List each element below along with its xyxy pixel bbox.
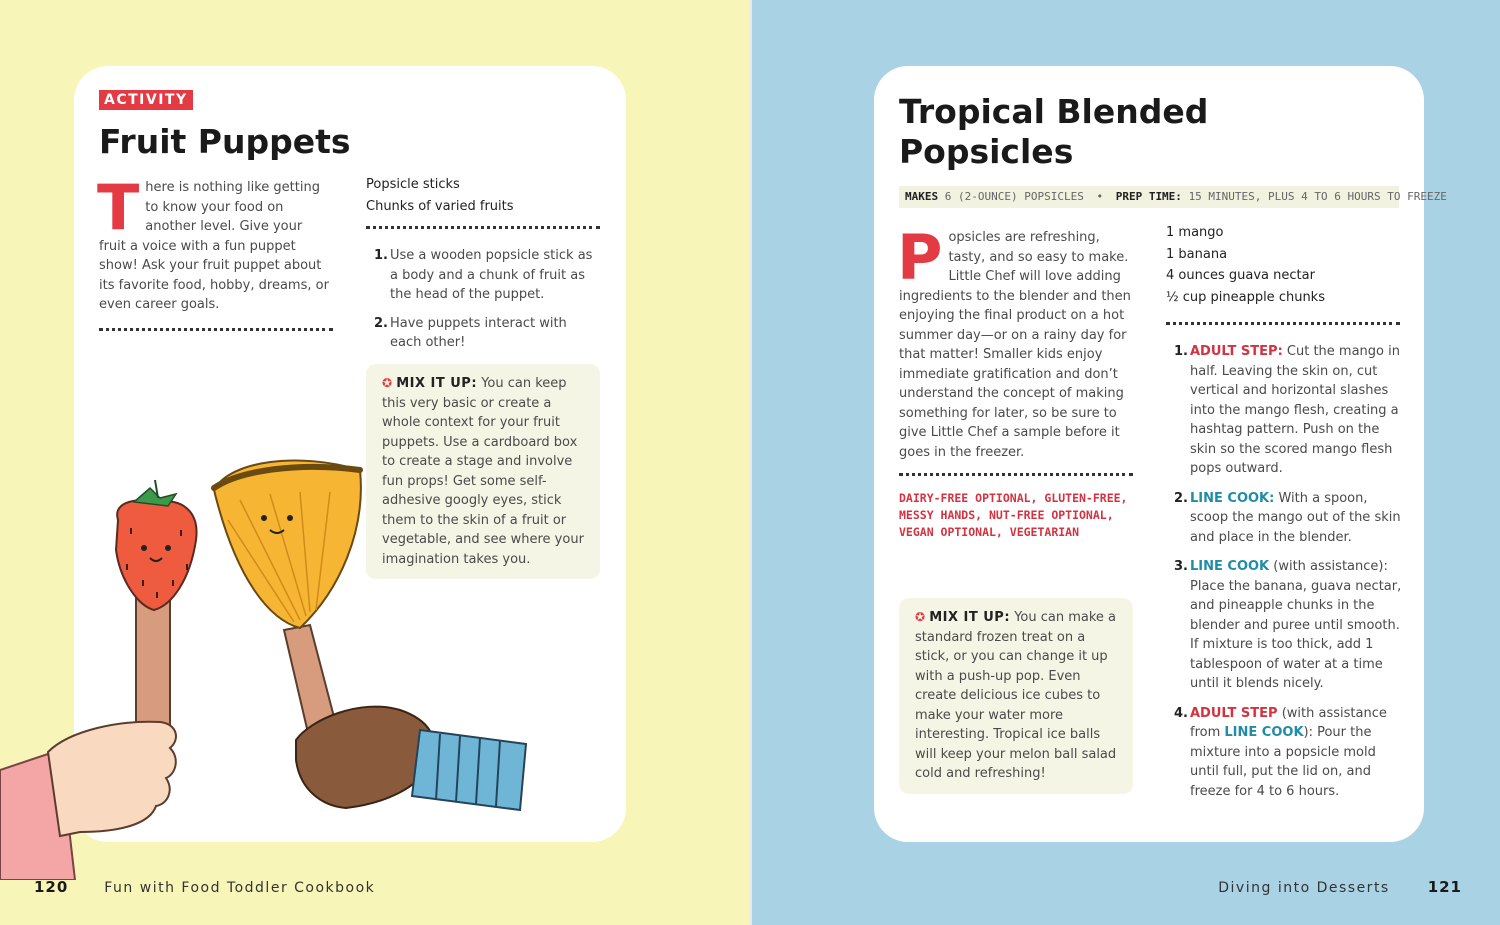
- page-number: 121: [1427, 878, 1462, 896]
- step-number: 1.: [1174, 344, 1188, 359]
- footer-book-title: Fun with Food Toddler Cookbook: [104, 880, 376, 896]
- recipe-meta-bar: [899, 186, 1447, 208]
- step-item: [366, 314, 602, 353]
- drop-cap: P: [897, 221, 943, 294]
- dietary-tags: DAIRY-FREE OPTIONAL, GLUTEN-FREE, MESSY HANDS, NUT-FREE OPTIONAL, VEGAN OPTIONAL, VEGETARIAN: [899, 491, 1128, 539]
- intro-paragraph: [897, 221, 1135, 462]
- prep-value: 15 MINUTES, PLUS 4 TO 6 HOURS TO FREEZE: [1188, 190, 1447, 203]
- dotted-divider: [899, 473, 1133, 476]
- step-role-tag: LINE COOK: [1190, 559, 1270, 574]
- right-page: [752, 0, 1500, 925]
- intro-text: here is nothing like getting to know your food on another level. Give your fruit a voice with a fun puppet show! Ask your fruit puppet about its favorite food, hobby, dreams, or even career goals.: [99, 180, 329, 312]
- ingredient-item: 1 mango: [1166, 225, 1224, 240]
- meta-separator: •: [1096, 190, 1104, 203]
- child-hand-icon: [296, 707, 526, 810]
- step-text: ): Pour the mixture into a popsicle mold until full, put the lid on, and freeze for 4 to 6 hours.: [1190, 725, 1376, 799]
- mix-it-up-box: [899, 598, 1133, 794]
- step-text: (with assistance from: [1190, 705, 1387, 740]
- footer-left: [34, 878, 375, 897]
- step-number: 1.: [374, 248, 388, 263]
- intro-text: opsicles are refreshing, tasty, and so easy to make. Little Chef will love adding ingredients to the blender and then enjoying the final product on a hot summer day—or on a rainy day for that matter! Smaller kids enjoy immediate gratification and don’t understand the concept of making something for later, so be sure to give Little Chef a sample before it goes in the freezer.: [899, 230, 1131, 460]
- ingredient-item: 4 ounces guava nectar: [1166, 268, 1315, 283]
- step-item: [1166, 557, 1406, 694]
- makes-label: MAKES: [905, 190, 939, 203]
- mix-it-up-heading: MIX IT UP:: [396, 376, 478, 391]
- strawberry-puppet-icon: [116, 480, 197, 760]
- step-text: Use a wooden popsicle stick as a body and a chunk of fruit as the head of the puppet.: [390, 248, 593, 302]
- page-number: 120: [34, 878, 69, 896]
- star-badge-icon: ✪: [915, 610, 926, 624]
- drop-cap: T: [97, 171, 140, 244]
- recipe-card: [874, 66, 1447, 842]
- list-item: Popsicle sticks: [366, 177, 460, 192]
- dotted-divider: [99, 328, 333, 331]
- steps-list: [366, 246, 602, 362]
- dotted-divider: [1166, 322, 1400, 325]
- dotted-divider: [366, 226, 600, 229]
- step-number: 2.: [374, 315, 388, 331]
- mix-it-up-heading: MIX IT UP:: [929, 610, 1011, 625]
- step-item: [1166, 342, 1406, 479]
- makes-value: 6 (2-OUNCE) POPSICLES: [944, 190, 1084, 203]
- step-role-tag: LINE COOK: [1224, 725, 1304, 740]
- intro-paragraph: [97, 171, 331, 315]
- materials-list: [366, 174, 602, 218]
- step-text: (with assistance): Place the banana, guava nectar, and pineapple chunks in the blender and puree until smooth. If mixture is too thick, add 1 tablespoon of water at a time until it blends nicely.: [1190, 559, 1402, 691]
- step-text: With a spoon, scoop the mango out of the skin and place in the blender.: [1190, 490, 1401, 545]
- ingredient-item: 1 banana: [1166, 246, 1228, 262]
- ingredient-item: ½ cup pineapple chunks: [1166, 289, 1325, 305]
- child-hand-icon: [0, 722, 176, 880]
- step-item: [1166, 704, 1406, 802]
- step-number: 2.: [1174, 490, 1188, 506]
- step-role-tag: ADULT STEP:: [1190, 344, 1283, 359]
- mix-it-up-text: You can keep this very basic or create a whole context for your fruit puppets. Use a cardboard box to create a stage and involve fun props! Get some self-adhesive googly eyes, stick them to the skin of a fruit or vegetable, and see where your imagination takes you.: [382, 376, 584, 567]
- recipe-title: Tropical Blended Popsicles: [899, 92, 1209, 171]
- steps-list: [1166, 342, 1406, 811]
- step-text: Cut the mango in half. Leaving the skin on, cut vertical and horizontal slashes into the mango flesh, creating a hashtag pattern. Push on the skin so the scored mango flesh pops outward.: [1190, 344, 1400, 476]
- footer-chapter-title: Diving into Desserts: [1218, 880, 1390, 896]
- step-number: 4.: [1174, 705, 1188, 721]
- mix-it-up-text: You can make a standard frozen treat on a stick, or you can change it up with a push-up pop. Even create delicious ice cubes to make your water more interesting. Tropical ice balls will keep your melon ball salad cold and refreshing!: [915, 610, 1117, 781]
- footer-right: [1218, 878, 1462, 897]
- pineapple-puppet-icon: [214, 460, 361, 750]
- step-role-tag: ADULT STEP: [1190, 705, 1278, 721]
- step-role-tag: LINE COOK:: [1190, 490, 1275, 506]
- list-item: Chunks of varied fruits: [366, 199, 514, 214]
- page-title: Fruit Puppets: [99, 122, 351, 161]
- prep-label: PREP TIME:: [1115, 190, 1182, 203]
- puppet-illustration: [0, 440, 752, 880]
- step-item: [1166, 489, 1406, 548]
- ingredients-list: [1166, 222, 1404, 308]
- activity-badge: ACTIVITY: [99, 90, 193, 110]
- star-badge-icon: ✪: [382, 376, 393, 390]
- step-item: [366, 246, 602, 305]
- step-number: 3.: [1174, 559, 1188, 574]
- step-text: Have puppets interact with each other!: [390, 315, 567, 350]
